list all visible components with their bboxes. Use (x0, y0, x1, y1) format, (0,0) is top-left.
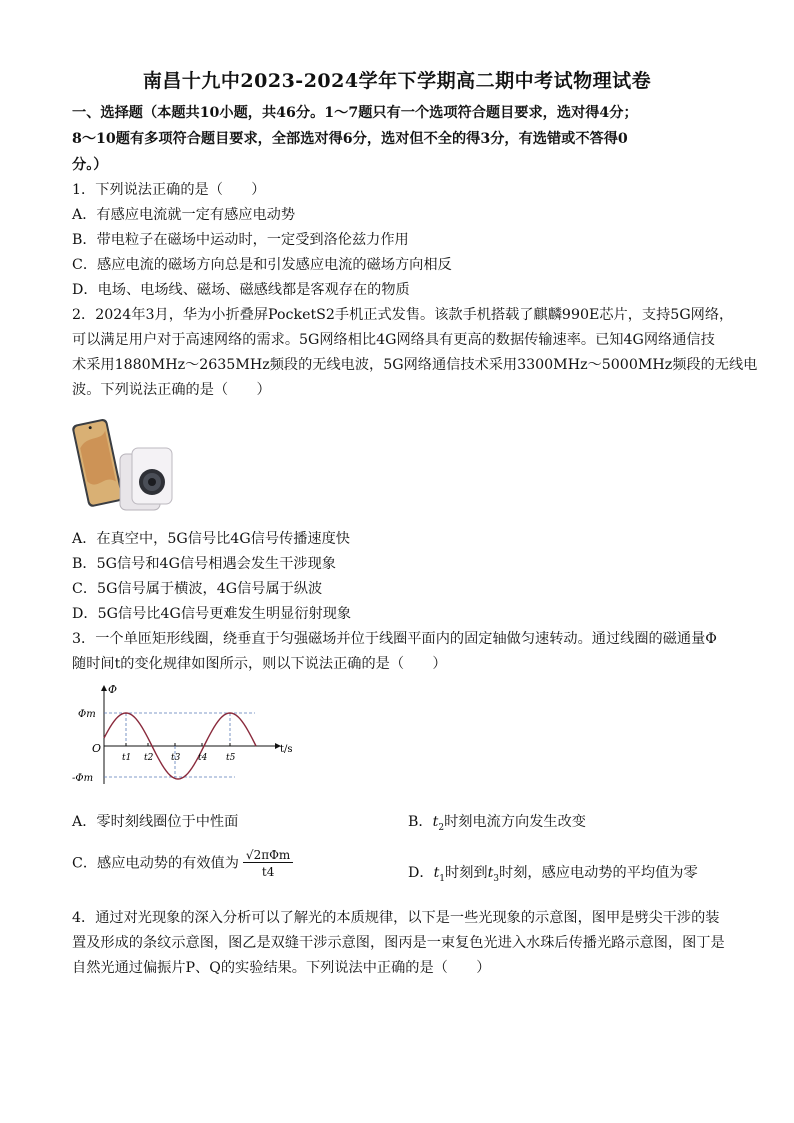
question-2-stem-line-1: 2．2024年3月，华为小折叠屏PocketS2手机正式发售。该款手机搭载了麒麟990E芯片，支持5G网络， (72, 307, 734, 323)
phi-max-label: Φm (78, 709, 96, 720)
question-3-option-c: C．感应电动势的有效值为 $\frac{\text{√2πΦm}}{t4}$ (72, 848, 293, 879)
x-tick-label: t4 (198, 753, 208, 763)
question-2-option-a: A．在真空中，5G信号比4G信号传播速度快 (72, 531, 350, 547)
foldable-phone-image (72, 414, 186, 514)
origin-label: O (92, 742, 102, 755)
question-2-stem-line-3: 术采用1880MHz～2635MHz频段的无线电波，5G网络通信技术采用3300MHz～5000MHz频段的无线电 (72, 357, 758, 373)
question-4-stem-line-3: 自然光通过偏振片P、Q的实验结果。下列说法中正确的是（ ） (72, 960, 491, 976)
question-1-option-a: A．有感应电流就一定有感应电动势 (72, 207, 296, 223)
y-axis-label: Φ (108, 683, 118, 696)
flux-time-graph (70, 680, 300, 788)
question-3-option-b: B．$t_2$时刻电流方向发生改变 (408, 814, 586, 833)
question-2-option-c: C．5G信号属于横波，4G信号属于纵波 (72, 581, 323, 597)
question-3-stem-line-1: 3．一个单匝矩形线圈，绕垂直于匀强磁场并位于线圈平面内的固定轴做匀速转动。通过线圈的磁通量Φ (72, 631, 717, 647)
question-3-option-d: D．$t_1$时刻到$t_3$时刻，感应电动势的平均值为零 (408, 865, 698, 884)
x-tick-label: t2 (144, 753, 154, 763)
x-tick-label: t1 (122, 753, 132, 763)
rms-fraction: $\frac{\text{√2πΦm}}{t4}$ (243, 848, 293, 879)
x-tick-label: t5 (226, 753, 236, 763)
page-title: 南昌十九中2023-2024学年下学期高二期中考试物理试卷 (142, 70, 652, 92)
question-1-option-d: D．电场、电场线、磁场、磁感线都是客观存在的物质 (72, 282, 410, 298)
section-heading-line-3: 分。） (72, 157, 108, 173)
question-2-option-d: D．5G信号比4G信号更难发生明显衍射现象 (72, 606, 352, 622)
question-3-option-a: A．零时刻线圈位于中性面 (72, 814, 239, 830)
question-2-option-b: B．5G信号和4G信号相遇会发生干涉现象 (72, 556, 336, 572)
section-heading-line-2: 8～10题有多项符合题目要求，全部选对得6分，选对但不全的得3分，有选错或不答得0 (72, 131, 628, 147)
question-2-stem-line-2: 可以满足用户对于高速网络的需求。5G网络相比4G网络具有更高的数据传输速率。已知4G网络通信技 (72, 332, 715, 348)
section-heading-line-1: 一、选择题（本题共10小题，共46分。1～7题只有一个选项符合题目要求，选对得4分； (72, 105, 638, 121)
question-1-option-b: B．带电粒子在磁场中运动时，一定受到洛伦兹力作用 (72, 232, 409, 248)
question-4-stem-line-2: 置及形成的条纹示意图，图乙是双缝干涉示意图，图丙是一束复色光进入水珠后传播光路示意图，图丁是 (72, 935, 725, 951)
x-tick-label: t3 (171, 753, 181, 763)
question-4-stem-line-1: 4．通过对光现象的深入分析可以了解光的本质规律，以下是一些光现象的示意图，图甲是劈尖干涉的装 (72, 910, 720, 926)
question-3-stem-line-2: 随时间t的变化规律如图所示，则以下说法正确的是（ ） (72, 656, 447, 672)
question-2-stem-line-4: 波。下列说法正确的是（ ） (72, 382, 271, 398)
x-axis-label: t/s (280, 744, 293, 755)
question-1-stem: 1．下列说法正确的是（ ） (72, 182, 266, 198)
phi-min-label: -Φm (72, 773, 94, 784)
question-1-option-c: C．感应电流的磁场方向总是和引发感应电流的磁场方向相反 (72, 257, 452, 273)
